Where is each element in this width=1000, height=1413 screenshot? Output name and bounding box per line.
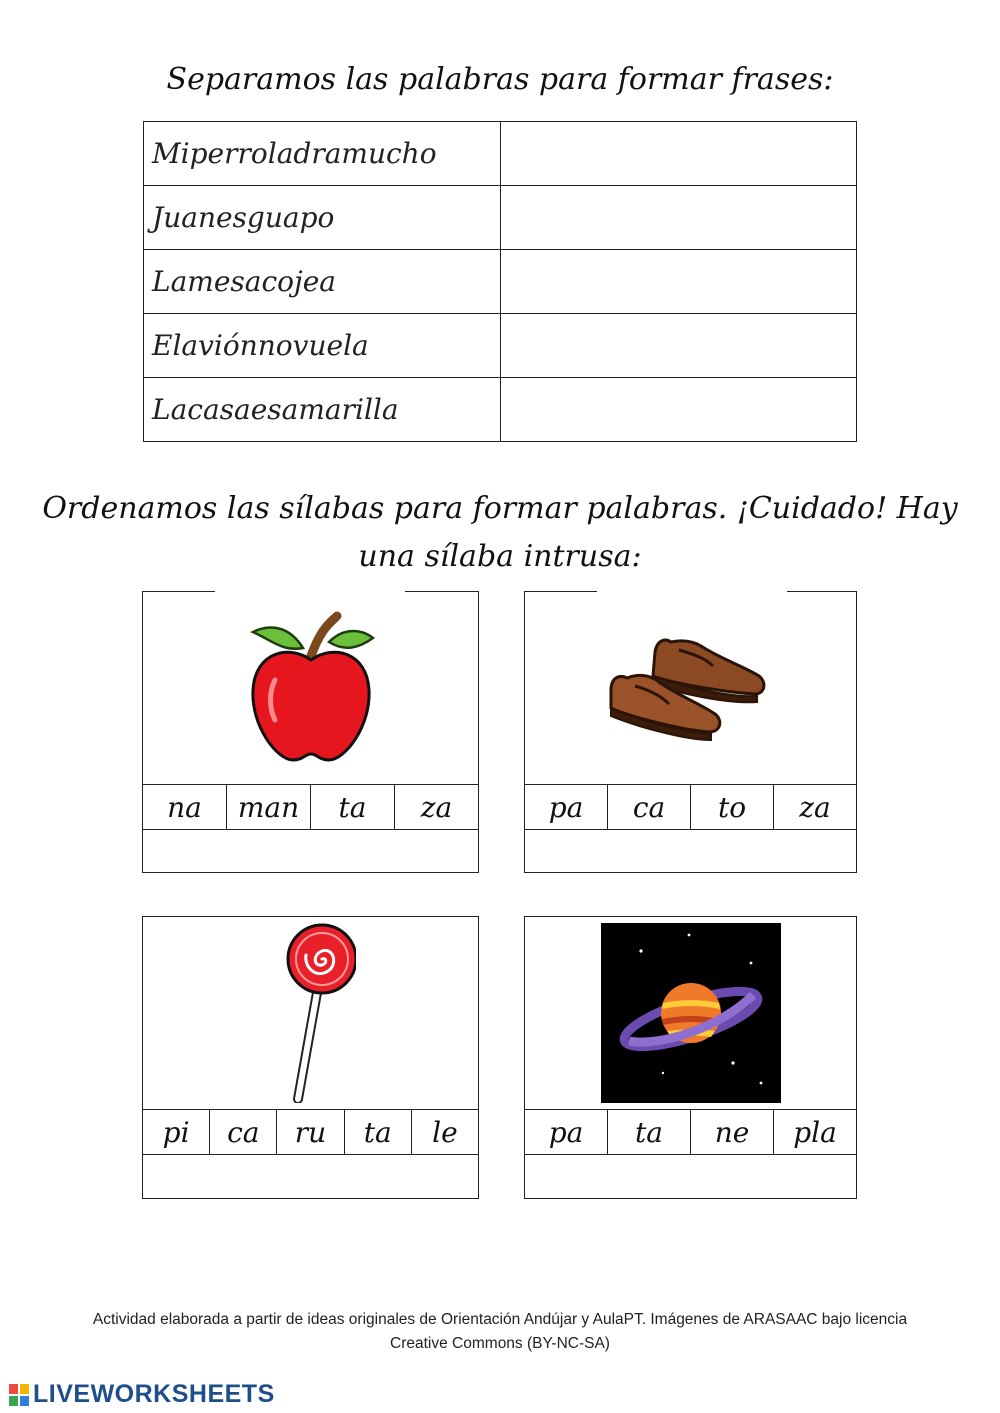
sentence-answer-input[interactable] xyxy=(509,125,853,183)
syllable-tile[interactable]: ta xyxy=(311,785,395,829)
liveworksheets-logo-icon xyxy=(8,1382,30,1408)
syllable-tile[interactable]: za xyxy=(799,790,831,824)
brand-name: LIVEWORKSHEETS xyxy=(33,1380,275,1408)
syllable-card-planet xyxy=(524,916,857,1199)
syllable-tile[interactable]: ta xyxy=(345,1110,412,1154)
section2-title-line2: una sílaba intrusa: xyxy=(358,539,642,574)
syllable-row xyxy=(143,1109,478,1155)
syllable-tile[interactable]: za xyxy=(420,790,453,824)
table-row xyxy=(144,186,857,250)
syllable-tile[interactable]: pa xyxy=(525,785,608,829)
table-row xyxy=(144,122,857,186)
planet-icon xyxy=(601,923,781,1103)
syllable-tile[interactable]: le xyxy=(432,1115,458,1149)
lollipop-icon xyxy=(266,923,356,1103)
syllable-row xyxy=(525,784,856,830)
sentence-prompt: Juanesguapo xyxy=(144,186,501,250)
section1-title: Separamos las palabras para formar frases: xyxy=(166,62,834,97)
sentence-answer-input[interactable] xyxy=(509,253,853,311)
syllable-tile[interactable]: pi xyxy=(143,1110,210,1154)
word-answer-input[interactable] xyxy=(525,1154,856,1198)
syllable-card-shoes xyxy=(524,591,857,873)
sentence-answer-input[interactable] xyxy=(509,381,853,439)
sentence-prompt: Lamesacojea xyxy=(144,250,501,314)
shoes-icon xyxy=(601,628,781,748)
sentence-answer-input[interactable] xyxy=(509,317,853,375)
syllable-tile[interactable]: ca xyxy=(210,1110,277,1154)
section2-title-line1: Ordenamos las sílabas para formar palabras. ¡Cuidado! Hay xyxy=(42,491,958,526)
sentence-table xyxy=(143,121,857,442)
sentence-answer-input[interactable] xyxy=(509,189,853,247)
word-answer-input[interactable] xyxy=(143,1154,478,1198)
syllable-tile[interactable]: na xyxy=(143,785,227,829)
word-answer-input[interactable] xyxy=(525,829,856,872)
syllable-row xyxy=(525,1109,856,1155)
table-row xyxy=(144,314,857,378)
apple-icon xyxy=(241,608,381,768)
syllable-tile[interactable]: pla xyxy=(793,1115,837,1149)
sentence-prompt: Miperroladramucho xyxy=(144,122,501,186)
table-row xyxy=(144,250,857,314)
word-answer-input[interactable] xyxy=(143,829,478,872)
syllable-card-apple xyxy=(142,591,479,873)
syllable-tile[interactable]: man xyxy=(227,785,311,829)
syllable-tile[interactable]: ca xyxy=(608,785,691,829)
credits-line1: Actividad elaborada a partir de ideas originales de Orientación Andújar y AulaPT. Imágenes de ARASAAC bajo licencia xyxy=(92,1311,908,1328)
syllable-card-lollipop xyxy=(142,916,479,1199)
credits-footer xyxy=(0,1308,1000,1356)
syllable-tile[interactable]: ta xyxy=(608,1110,691,1154)
section2-title xyxy=(0,485,1000,581)
sentence-prompt: Lacasaesamarilla xyxy=(144,378,501,442)
syllable-tile[interactable]: pa xyxy=(525,1110,608,1154)
syllable-tile[interactable]: to xyxy=(691,785,774,829)
syllable-row xyxy=(143,784,478,830)
syllable-tile[interactable]: ru xyxy=(277,1110,344,1154)
syllable-tile[interactable]: ne xyxy=(691,1110,774,1154)
liveworksheets-logo xyxy=(8,1380,275,1409)
sentence-prompt: Elaviónnovuela xyxy=(144,314,501,378)
table-row xyxy=(144,378,857,442)
credits-line2: Creative Commons (BY-NC-SA) xyxy=(390,1335,610,1352)
